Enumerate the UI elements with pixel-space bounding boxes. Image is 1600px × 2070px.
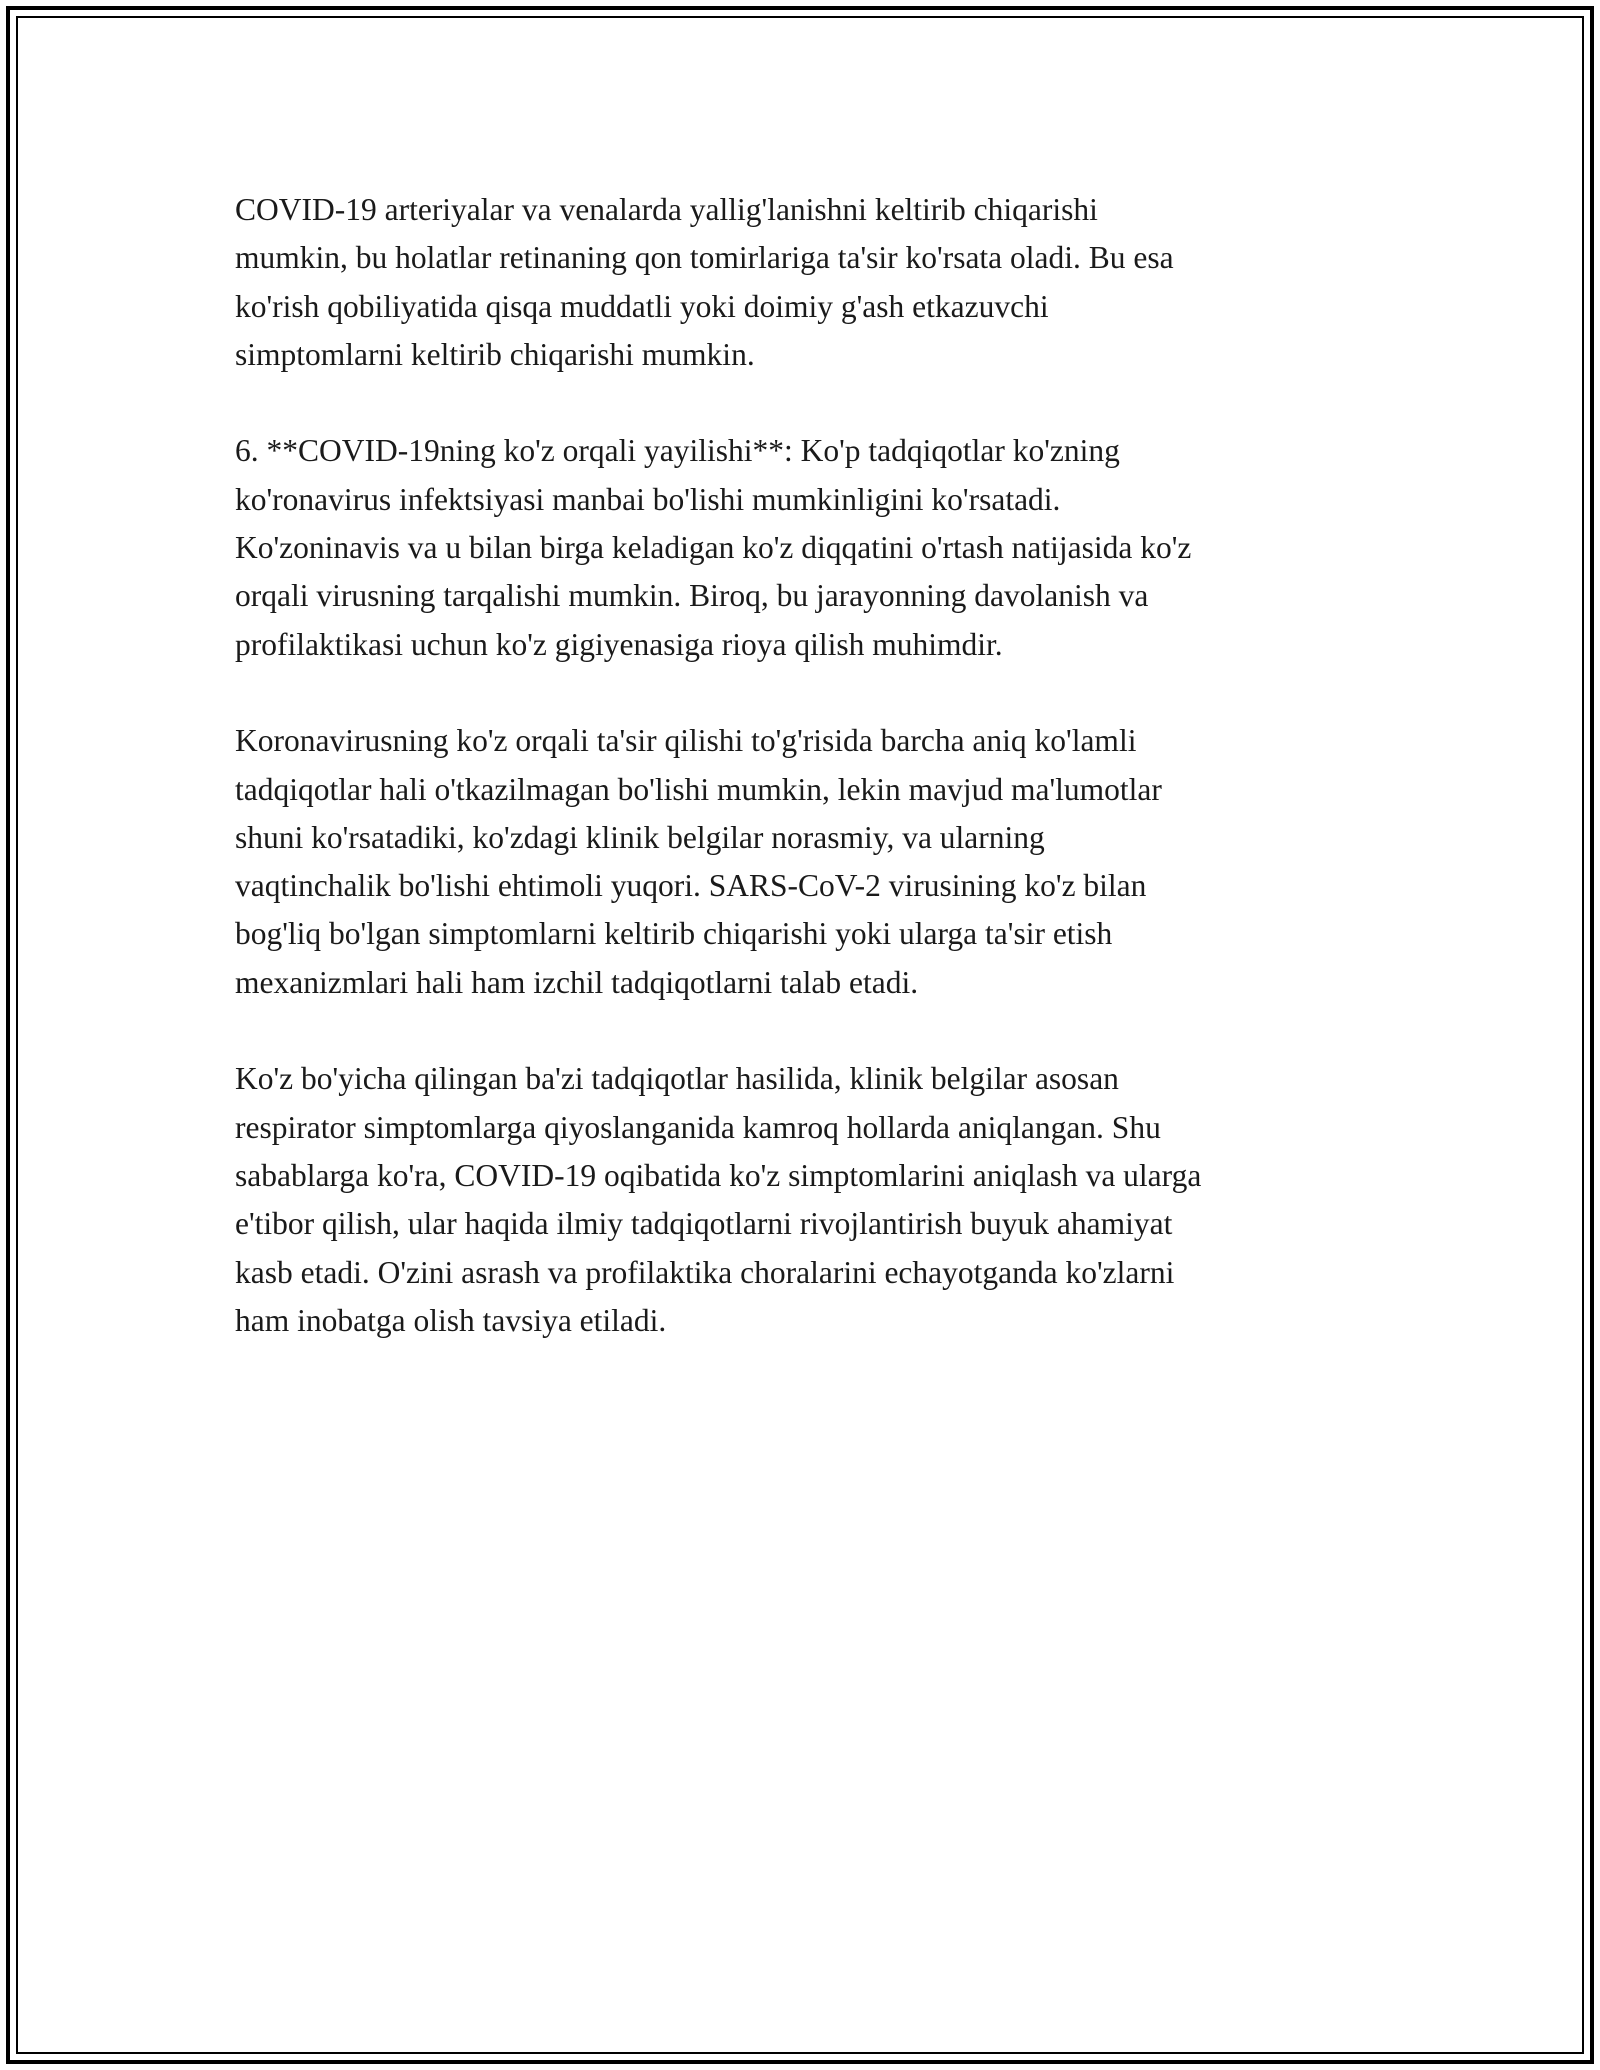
paragraph-conclusion: Ko'z bo'yicha qilingan ba'zi tadqiqotlar hasilida, klinik belgilar asosan respirator simptomlarga qiyoslanganida kamroq hollarda aniqlangan. Shu sabablarga ko'ra, COVID-19 oqibatida ko'z simptomlarini aniqlash va ularga e'tibor qilish, ular haqida ilmiy tadqiqotlarni rivojlantirish buyuk ahamiyat kasb etadi. O'zini asrash va profilaktika choralarini echayotganda ko'zlarni ham inobatga olish tavsiya etiladi. — [235, 1061, 1202, 1338]
paragraph-research-status: Koronavirusning ko'z orqali ta'sir qilishi to'g'risida barcha aniq ko'lamli tadqiqotlar hali o'tkazilmagan bo'lishi mumkin, lekin mavjud ma'lumotlar shuni ko'rsatadiki, ko'zdagi klinik belgilar norasmiy, va ularning vaqtinchalik bo'lishi ehtimoli yuqori. SARS-CoV-2 virusining ko'z bilan bog'liq bo'lgan simptomlarni keltirib chiqarishi yoki ularga ta'sir etish mexanizmlari hali ham izchil tadqiqotlarni talab etadi. — [235, 723, 1162, 1000]
document-body — [235, 186, 1375, 1393]
paragraph-retina-vessels: COVID-19 arteriyalar va venalarda yallig'lanishni keltirib chiqarishi mumkin, bu holatlar retinaning qon tomirlariga ta'sir ko'rsata oladi. Bu esa ko'rish qobiliyatida qisqa muddatli yoki doimiy g'ash etkazuvchi simptomlarni keltirib chiqarishi mumkin. — [235, 192, 1174, 372]
paragraph-eye-transmission: 6. **COVID-19ning ko'z orqali yayilishi**: Ko'p tadqiqotlar ko'zning ko'ronavirus infektsiyasi manbai bo'lishi mumkinligini ko'rsatadi. Ko'zoninavis va u bilan birga keladigan ko'z diqqatini o'rtash natijasida ko'z orqali virusning tarqalishi mumkin. Biroq, bu jarayonning davolanish va profilaktikasi uchun ko'z gigiyenasiga rioya qilish muhimdir. — [235, 433, 1192, 662]
